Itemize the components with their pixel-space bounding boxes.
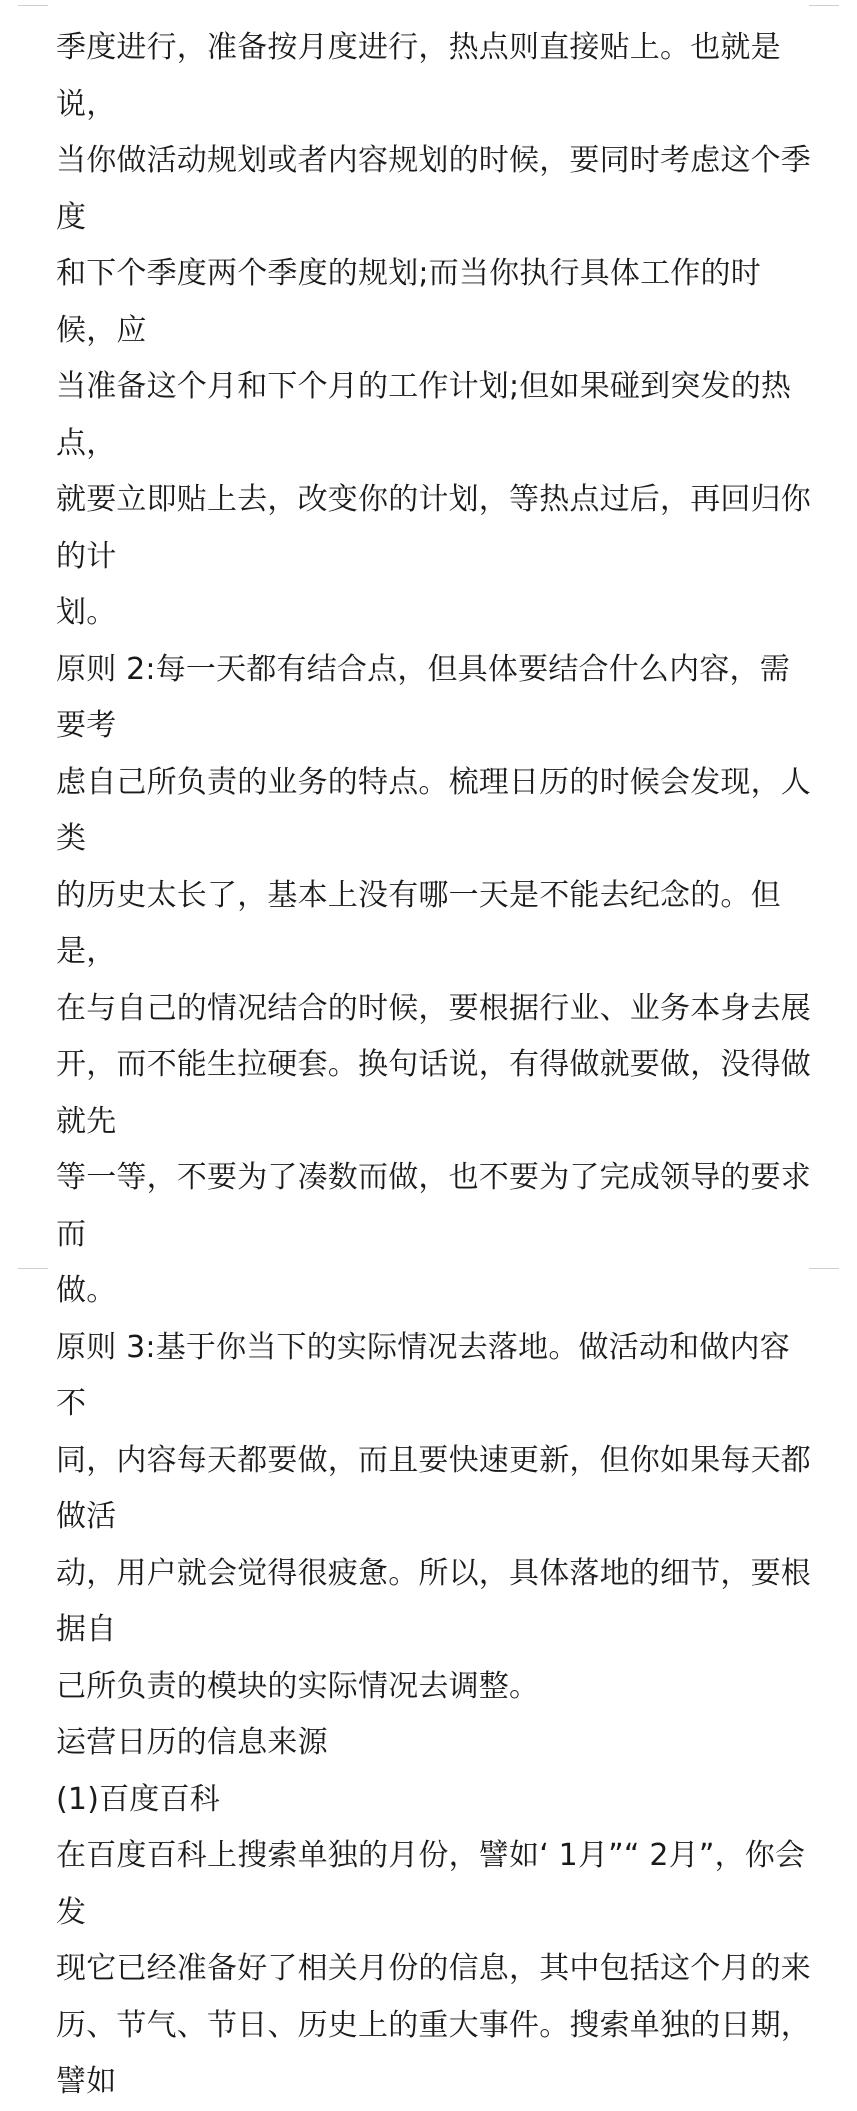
paragraph-baidu-baike (56, 1828, 816, 2111)
text-line: 等一等，不要为了凑数而做，也不要为了完成领导的要求而 (56, 1160, 811, 1252)
section-heading-info-sources (56, 1715, 816, 1772)
document-body (56, 20, 816, 2111)
text-line: 开，而不能生拉硬套。换句话说，有得做就要做，没得做就先 (56, 1047, 811, 1139)
text-line: 的历史太长了，基本上没有哪一天是不能去纪念的。但是， (56, 877, 781, 969)
text-line: 当准备这个月和下个月的工作计划;但如果碰到突发的热点， (56, 369, 792, 461)
text-line: 虑自己所负责的业务的特点。梳理日历的时候会发现，人类 (56, 764, 811, 856)
text-line: (1)百度百科 (56, 1781, 220, 1817)
text-line: 在与自己的情况结合的时候，要根据行业、业务本身去展 (56, 990, 811, 1026)
paragraph-principle-3 (56, 1320, 816, 1716)
text-line: 现它已经准备好了相关月份的信息，其中包括这个月的来 (56, 1951, 811, 1986)
text-line: 季度进行，准备按月度进行，热点则直接贴上。也就是说， (56, 30, 781, 122)
subheading-baidu-baike (56, 1772, 816, 1829)
page-corner-mark (18, 5, 48, 6)
text-line: 和下个季度两个季度的规划;而当你执行具体工作的时候，应 (56, 256, 761, 348)
paragraph-principle-2 (56, 642, 816, 1320)
page-corner-mark (809, 5, 839, 6)
text-line: 当你做活动规划或者内容规划的时候，要同时考虑这个季度 (56, 143, 811, 235)
text-line: 就要立即贴上去，改变你的计划，等热点过后，再回归你的计 (56, 482, 811, 574)
text-line: 己所负责的模块的实际情况去调整。 (56, 1668, 540, 1704)
text-line: 原则 3:基于你当下的实际情况去落地。做活动和做内容不 (56, 1329, 790, 1421)
text-line: 同，内容每天都要做，而且要快速更新，但你如果每天都做活 (56, 1442, 811, 1534)
text-line: 划。 (56, 595, 117, 630)
text-line: 运营日历的信息来源 (56, 1725, 328, 1760)
page-corner-mark (18, 1268, 48, 1269)
text-line: 历、节气、节日、历史上的重大事件。搜索单独的日期，譬如 (56, 2007, 811, 2099)
text-line: 做。 (56, 1273, 117, 1308)
text-line: 动，用户就会觉得很疲惫。所以，具体落地的细节，要根据自 (56, 1555, 811, 1647)
paragraph-plan-timing (56, 20, 816, 642)
text-line: 原则 2:每一天都有结合点，但具体要结合什么内容，需要考 (56, 651, 790, 743)
text-line: 在百度百科上搜索单独的月份，譬如‘ 1月”“ 2月”，你会发 (56, 1838, 806, 1930)
